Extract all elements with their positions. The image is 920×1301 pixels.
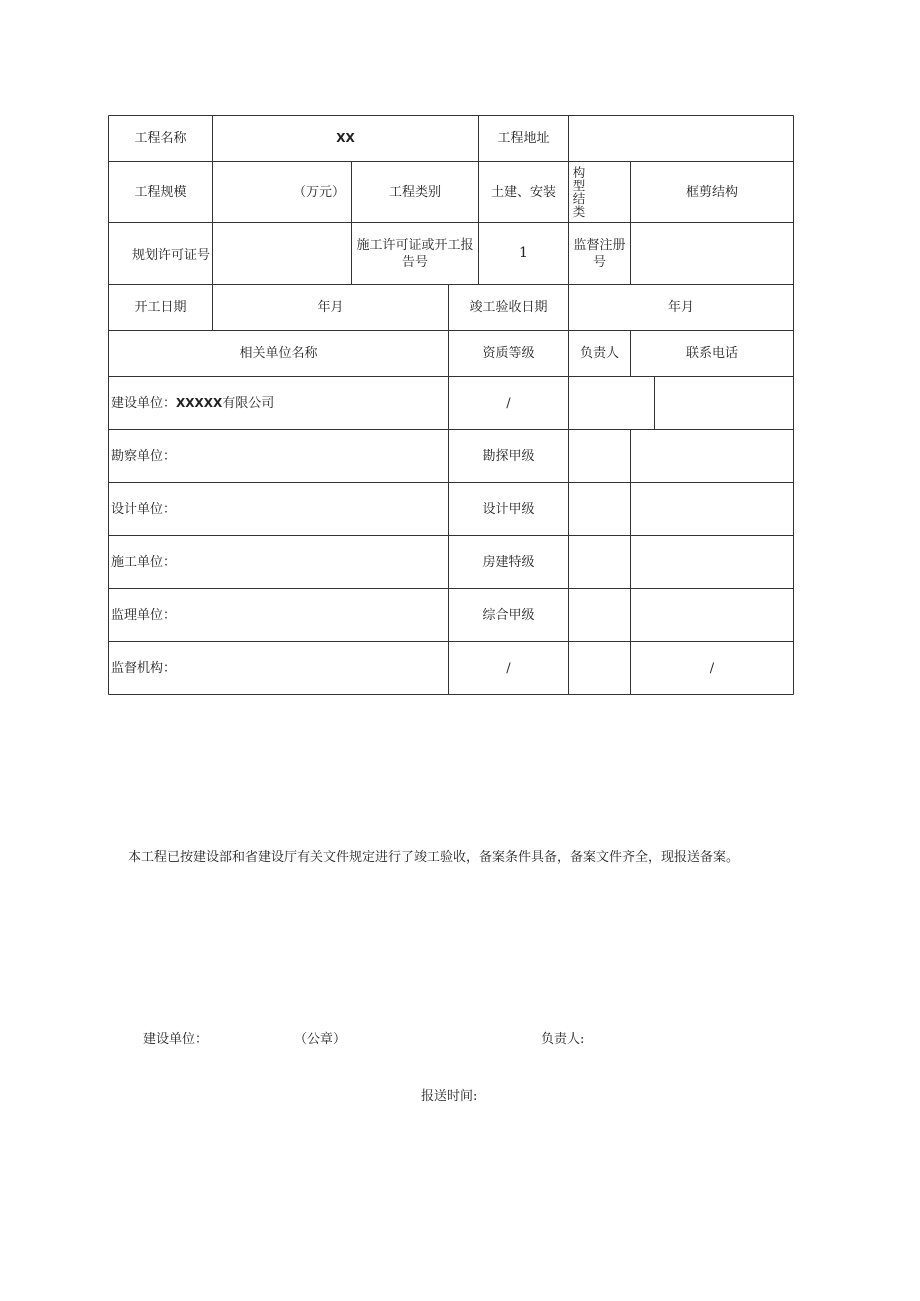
signature-seal-label: （公章）: [294, 1032, 347, 1047]
submit-time-label: 报送时间:: [421, 1089, 478, 1104]
unit-qualification: /: [506, 660, 511, 676]
start-date-value: 年月: [317, 300, 344, 315]
supervision-reg-label-line1: 监督注册: [573, 237, 626, 253]
unit-row-developer: [109, 377, 448, 429]
completion-date-label: 竣工验收日期: [469, 300, 548, 315]
completion-date-value: 年月: [667, 300, 694, 315]
project-address-value: [569, 116, 793, 161]
unit-label: 勘察单位：: [111, 448, 177, 464]
project-scale-label: 工程规模: [134, 184, 187, 200]
unit-label: 设计单位：: [111, 501, 177, 517]
project-category-label: 工程类别: [388, 184, 441, 200]
unit-qualification: 综合甲级: [482, 607, 535, 623]
structure-type-label: [569, 162, 589, 222]
unit-qualification: 勘探甲级: [482, 448, 535, 464]
project-scale-unit: （万元）: [292, 184, 345, 200]
project-name-label: 工程名称: [134, 131, 187, 146]
developer-name: XXXXX: [176, 395, 223, 410]
unit-qualification: /: [506, 395, 511, 411]
unit-label: 监理单位：: [111, 607, 177, 623]
construction-permit-label-line1: 施工许可证或开工报: [356, 237, 474, 253]
start-date-label: 开工日期: [134, 300, 187, 315]
header-person-in-charge: 负责人: [579, 346, 619, 361]
structure-type-char: 构: [572, 165, 586, 180]
filing-statement: 本工程已按建设部和省建设厅有关文件规定进行了竣工验收，备案条件具备，备案文件齐全，现报送备案。: [128, 850, 740, 865]
project-address-label: 工程地址: [497, 131, 550, 146]
unit-qualification: 设计甲级: [482, 501, 535, 517]
unit-qualification: 房建特级: [482, 554, 535, 570]
construction-permit-value: 1: [519, 245, 528, 261]
planning-permit-label: 规划许可证号: [131, 248, 210, 263]
supervision-reg-label: [569, 223, 630, 284]
signature-person-label: 负责人:: [541, 1032, 585, 1047]
unit-label: 监督机构：: [111, 660, 177, 676]
structure-type-char: 型: [572, 178, 586, 193]
signature-unit-label: 建设单位：: [143, 1032, 209, 1047]
structure-type-char: 类: [572, 204, 586, 219]
unit-phone: /: [709, 660, 715, 676]
structure-type-char: 结: [572, 191, 586, 206]
supervision-reg-label-line2: 号: [592, 254, 606, 270]
construction-permit-label-line2: 告号: [401, 254, 428, 270]
header-qualification: 资质等级: [482, 346, 535, 361]
project-name-value: XX: [336, 131, 355, 145]
unit-label: 施工单位：: [111, 554, 177, 570]
header-phone: 联系电话: [685, 346, 738, 361]
header-unit-name: 相关单位名称: [239, 346, 318, 361]
project-category-value: 土建、安装: [490, 184, 556, 200]
structure-type-value: 框剪结构: [685, 184, 738, 200]
unit-label: 建设单位：: [111, 395, 177, 411]
construction-permit-label: [352, 223, 478, 284]
developer-name-suffix: 有限公司: [222, 395, 275, 411]
